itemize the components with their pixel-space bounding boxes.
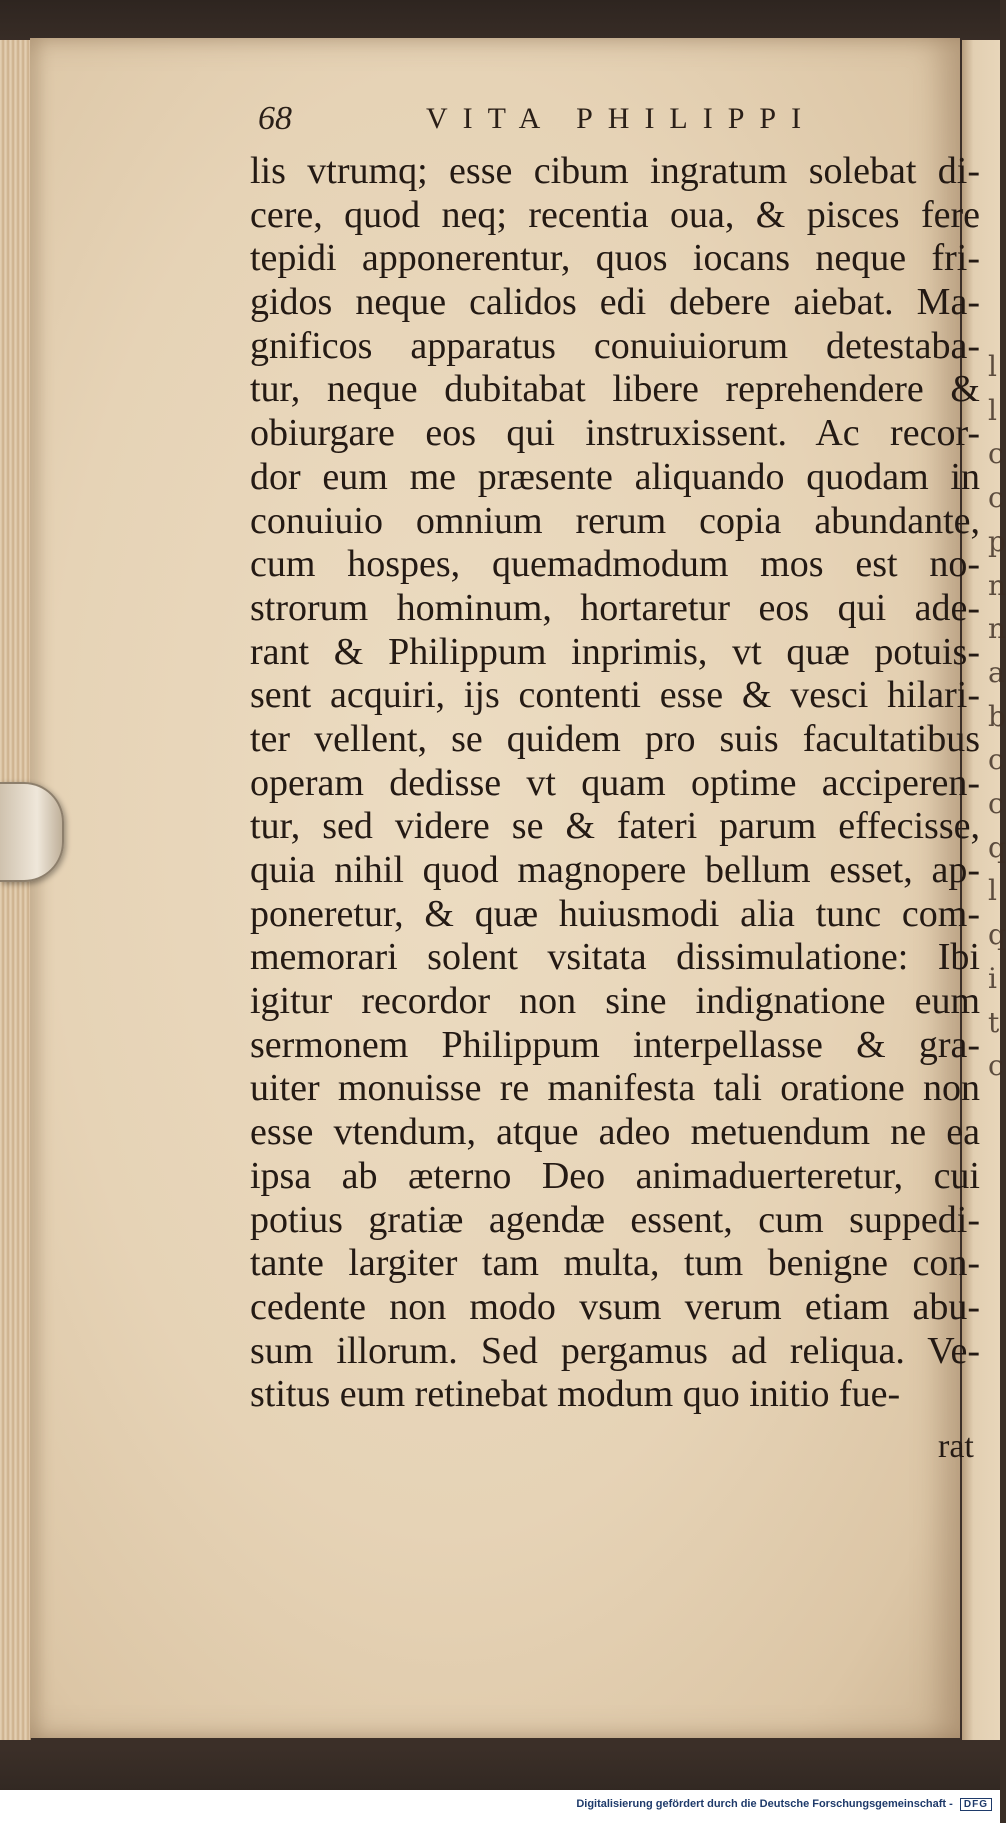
book-page-stack-edge (0, 40, 31, 1740)
catchword: rat (938, 1428, 974, 1465)
facing-page-glyph: n (988, 612, 1006, 646)
text-line: esse vtendum, atque adeo metuendum ne ea (250, 1111, 980, 1154)
text-line: lis vtrumq; esse cibum ingratum solebat di- (250, 150, 980, 192)
text-line: operam dedisse vt quam optime acciperen- (250, 761, 980, 804)
facing-page-glyph: t (988, 1005, 1000, 1039)
text-line: gnificos apparatus conuiuiorum detestaba- (250, 324, 980, 367)
text-line: cum hospes, quemadmodum mos est no- (250, 543, 980, 586)
facing-page-glyph: c (988, 787, 1004, 820)
facing-page-glyph: c (988, 1049, 1004, 1083)
facing-page-glyph: b (988, 699, 1006, 733)
text-line: tante largiter tam multa, tum benigne con- (250, 1242, 980, 1285)
text-line: conuiuio omnium rerum copia abundante, (250, 499, 980, 542)
facing-page-glyph: i (988, 961, 997, 995)
text-line: ipsa ab æterno Deo animaduerteretur, cui (250, 1154, 980, 1197)
text-line: dor eum me præsente aliquando quodam in (250, 455, 980, 498)
text-line: stitus eum retinebat modum quo initio fue- (250, 1373, 901, 1416)
text-line: ter vellent, se quidem pro suis facultatibus (250, 717, 980, 760)
dfg-logo: DFG (960, 1798, 992, 1811)
text-line: tepidi apponerentur, quos iocans neque fri- (250, 237, 980, 280)
text-line: strorum hominum, hortaretur eos qui ade- (250, 586, 980, 629)
facing-page-glyph: n (988, 568, 1006, 602)
text-line: obiurgare eos qui instruxissent. Ac recor- (250, 412, 980, 455)
funding-credit-text: Digitalisierung gefördert durch die Deutsche Forschungsgemeinschaft - (576, 1798, 953, 1810)
text-line: poneretur, & quæ huiusmodi alia tunc com- (250, 892, 980, 935)
facing-page-glyph: p (988, 524, 1006, 558)
text-line: cedente non modo vsum verum etiam abu- (250, 1285, 980, 1328)
running-head (258, 100, 898, 150)
facing-page-glyph: q (988, 830, 1006, 864)
text-line: potius gratiæ agendæ essent, cum suppedi- (250, 1198, 980, 1241)
body-text (250, 150, 980, 1417)
text-line: quia nihil quod magnopere bellum esset, ap- (250, 849, 980, 891)
page-number: 68 (258, 100, 292, 137)
text-line: tur, sed videre se & fateri parum effecisse, (250, 805, 980, 848)
funding-credit (576, 1798, 992, 1811)
facing-page-glyph: a (988, 655, 1005, 689)
facing-page-glyph: q (988, 918, 1006, 952)
text-line: igitur recordor non sine indignatione eum (250, 980, 980, 1023)
text-line: tur, neque dubitabat libere reprehendere & (250, 368, 980, 411)
text-line: sum illorum. Sed pergamus ad reliqua. Ve- (250, 1329, 980, 1372)
facing-page-glyph: l (988, 874, 997, 908)
facing-page-glyph: l (988, 350, 997, 383)
text-line: rant & Philippum inprimis, vt quæ potuis- (250, 630, 980, 673)
text-line: uiter monuisse re manifesta tali oratione non (250, 1067, 980, 1110)
facing-page-glyph: c (988, 437, 1004, 471)
facing-page-glyph: c (988, 481, 1004, 515)
facing-page-glyph: l (988, 393, 997, 427)
text-line: gidos neque calidos edi debere aiebat. Ma- (250, 281, 980, 324)
facing-page-glyph: c (988, 743, 1004, 777)
text-line: memorari solent vsitata dissimulatione: Ibi (250, 936, 980, 979)
running-title: VITA PHILIPPI (426, 102, 817, 135)
footer-bar (0, 1790, 1000, 1823)
text-line: cere, quod neq; recentia oua, & pisces fere (250, 193, 980, 236)
text-line: sent acquiri, ijs contenti esse & vesci hilari- (250, 674, 980, 717)
text-line: sermonem Philippum interpellasse & gra- (250, 1023, 980, 1066)
book-clasp (0, 782, 64, 882)
